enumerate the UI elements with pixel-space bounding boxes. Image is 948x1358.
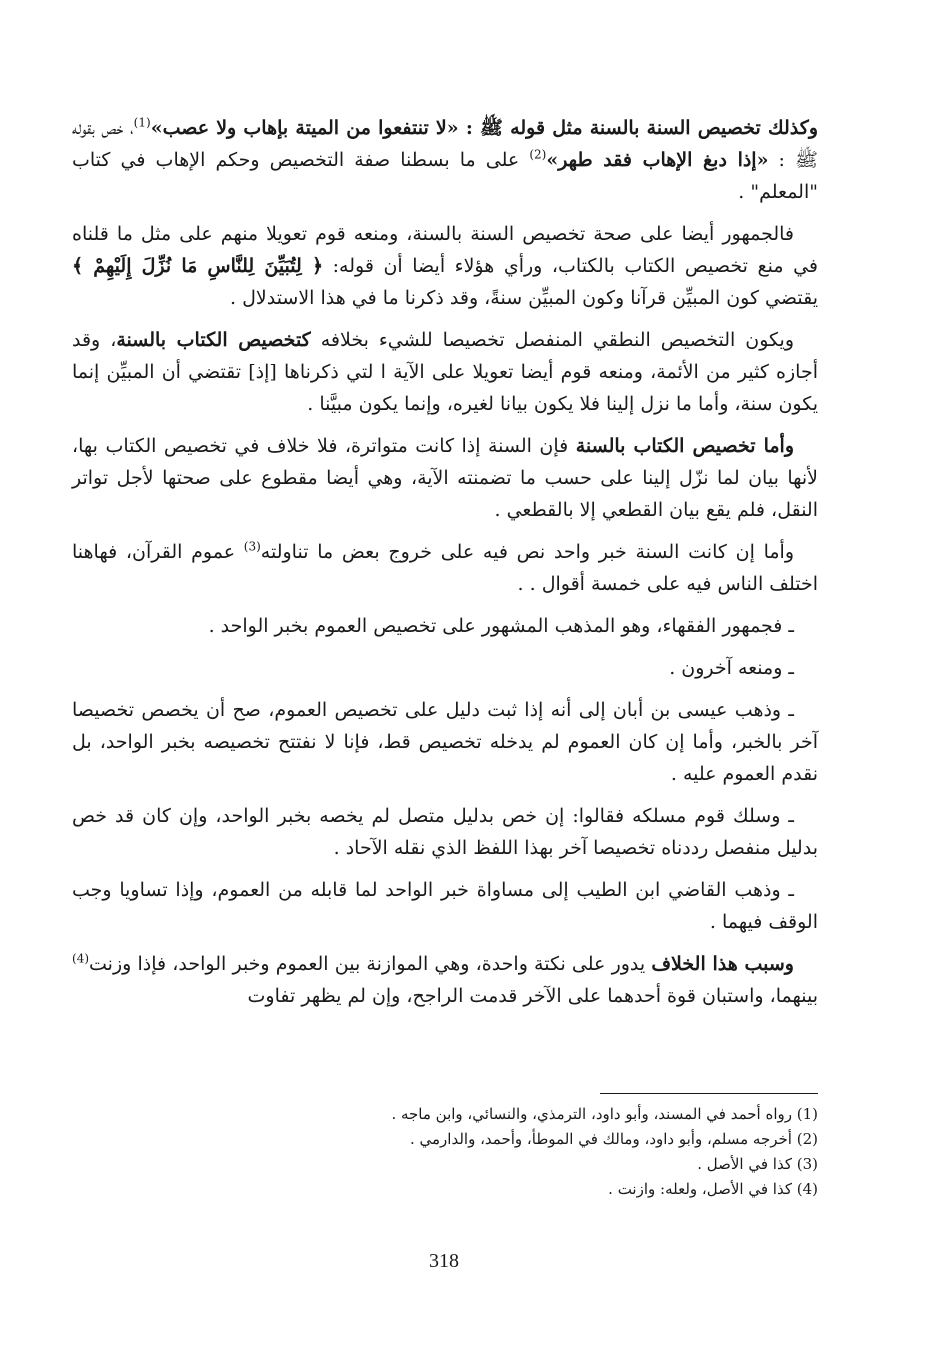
paragraph-2 (72, 218, 818, 314)
bold-term: وسبب هذا الخلاف (651, 953, 794, 975)
segment: ويكون التخصيص النطقي المنفصل تخصيصا للشيء بخلافه (310, 329, 795, 351)
paragraph-3 (72, 324, 818, 420)
paragraph-10 (72, 874, 818, 938)
footnote-3: (3) كذا في الأصل . (697, 1155, 818, 1173)
footnote-ref-4: (4) (72, 951, 90, 966)
hadith-quote: «لا تنتفعوا من الميتة بإهاب ولا عصب» (150, 117, 459, 139)
segment: وأما إن كانت السنة خبر واحد نص فيه على خروج بعض ما تناولته (260, 541, 795, 563)
paragraph-1 (72, 112, 818, 208)
segment: ـ وسلك قوم مسلكه فقالوا: إن خص بدليل متصل لم يخصه بخبر الواحد، وإن كان قد خص بدليل منفصل رددناه تخصيصا آخر بهذا اللفظ الذي نقله الآحاد . (72, 805, 818, 859)
paragraph-5 (72, 536, 818, 600)
footnote-2: (2) أخرجه مسلم، وأبو داود، ومالك في الموطأ، وأحمد، والدارمي . (409, 1130, 818, 1148)
footnote-1: (1) رواه أحمد في المسند، وأبو داود، الترمذي، والنسائي، وابن ماجه . (391, 1105, 818, 1123)
paragraph-8 (72, 694, 818, 790)
footnotes (200, 1102, 818, 1202)
main-text (72, 112, 818, 1022)
hadith-quote: «إذا دبغ الإهاب فقد طهر» (546, 149, 769, 171)
segment: بينهما، واستبان قوة أحدهما على الآخر قدمت الراجح، وإن لم يظهر تفاوت (247, 985, 818, 1007)
segment: ـ فجمهور الفقهاء، وهو المذهب المشهور على تخصيص العموم بخبر الواحد . (208, 615, 794, 637)
footnote-ref-3: (3) (243, 539, 261, 554)
segment: يدور على نكتة واحدة، وهي الموازنة بين العموم وخبر الواحد، فإذا وزنت (89, 953, 652, 975)
segment: ، وقد أجازه كثير من الأئمة، ومنعه قوم أيضا تعويلا على الآية ا لتي ذكرناها [إذ] تقتضي أن المبيِّن إنما يكون سنة، وأما ما نزل إلينا فلا يكون بيانا لغيره، وإنما يكون مبيَّنا . (72, 329, 818, 415)
footnote-ref-2: (2) (529, 147, 547, 162)
footnote-ref-1: (1) (133, 115, 151, 130)
bold-term: وأما تخصيص الكتاب بالسنة (575, 435, 795, 457)
quran-verse: ﴿ لِتُبَيِّنَ لِلنَّاسِ مَا نُزِّلَ إِلَيْهِمْ ﴾ (72, 255, 324, 277)
segment: ـ ومنعه آخرون . (669, 657, 794, 679)
segment: فالجمهور أيضا على صحة تخصيص السنة بالسنة، ومنعه قوم تعويلا منهم على مثل ما قلناه في منع تخصيص الكتاب بالكتاب، ورأي هؤلاء أيضا أن قوله: (72, 223, 818, 277)
paragraph-4 (72, 430, 818, 526)
segment: ، خص بقوله ﷺ : (72, 117, 819, 171)
footnote-divider (600, 1093, 818, 1094)
segment: فإن السنة إذا كانت متواترة، فلا خلاف في تخصيص الكتاب بها، لأنها بيان لما نزّل إلينا على حسب ما تضمنته الآية، وهي أيضا مقطوع على صحتها لأجل تواتر النقل، فلم يقع بيان القطعي إلا بالقطعي . (72, 435, 818, 521)
bold-term: كتخصيص الكتاب بالسنة (116, 329, 311, 351)
segment: ـ وذهب القاضي ابن الطيب إلى مساواة خبر الواحد لما قابله من العموم، وإذا تساويا وجب الوقف فيهما . (72, 879, 818, 933)
paragraph-6 (72, 610, 818, 642)
segment: ـ وذهب عيسى بن أبان إلى أنه إذا ثبت دليل على تخصيص العموم، صح أن يخصص تخصيصا آخر بالخبر، وأما إن كان العموم لم يدخله تخصيص قط، فإنا لا نفتتح تخصيصه بخبر الواحد، بل نقدم العموم عليه . (72, 699, 818, 785)
segment: يقتضي كون المبيِّن قرآنا وكون المبيِّن سنةً، وقد ذكرنا ما في هذا الاستدلال . (230, 287, 818, 309)
segment: وكذلك تخصيص السنة بالسنة مثل قوله ﷺ : (458, 117, 818, 139)
paragraph-7 (72, 652, 818, 684)
segment: على ما بسطنا صفة التخصيص وحكم الإهاب في كتاب "المعلم" . (72, 149, 818, 203)
segment: عموم القرآن، فهاهنا اختلف الناس فيه على خمسة أقوال . . (72, 541, 818, 595)
paragraph-11 (72, 948, 818, 1012)
paragraph-9 (72, 800, 818, 864)
page-number: 318 (429, 1250, 459, 1272)
footnote-4: (4) كذا في الأصل، ولعله: وازنت . (608, 1180, 818, 1198)
